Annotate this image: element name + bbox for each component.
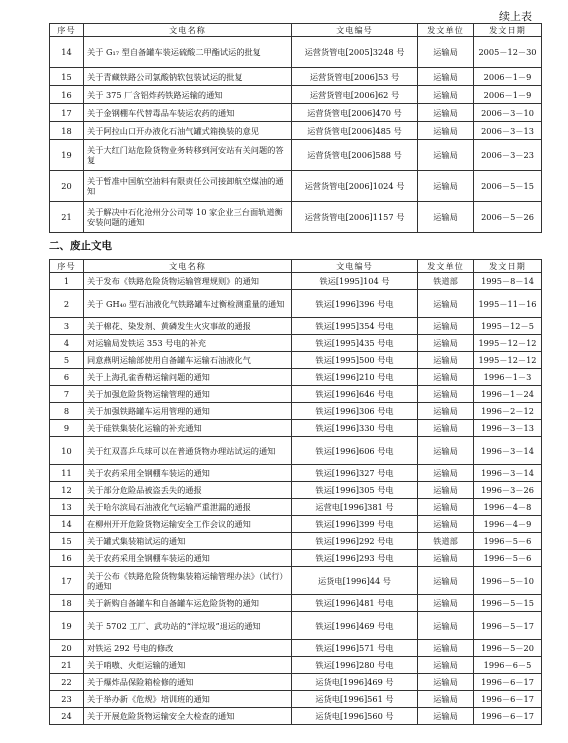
table-row <box>50 708 542 725</box>
cell-date: 1996－5－20 <box>474 640 542 657</box>
table-row <box>50 567 542 595</box>
cell-date: 1995－8－14 <box>474 273 542 290</box>
cell-number: 铁运[1996]210 号电 <box>292 369 418 386</box>
table-row <box>50 674 542 691</box>
cell-seq: 12 <box>50 482 84 499</box>
cell-title: 关于解决中石化沧州分公司等 10 家企业三台面轨道衡安装问题的通知 <box>84 202 292 233</box>
cell-title: 关于 G₁₇ 型自备罐车装运硫酸二甲酯试运的批复 <box>84 37 292 68</box>
cell-date: 2006－5－26 <box>474 202 542 233</box>
table-row <box>50 318 542 335</box>
cell-issuer: 运输局 <box>418 708 474 725</box>
table-row <box>50 640 542 657</box>
cell-date: 1996－3－14 <box>474 437 542 465</box>
cell-title: 关于暂准中国航空油料有限责任公司接卸航空煤油的通知 <box>84 171 292 202</box>
cell-issuer: 运输局 <box>418 403 474 420</box>
cell-seq: 20 <box>50 171 84 202</box>
header-seq: 序号 <box>50 24 84 37</box>
cell-seq: 20 <box>50 640 84 657</box>
cell-date: 1995－12－12 <box>474 335 542 352</box>
cell-issuer: 运输局 <box>418 202 474 233</box>
cell-title: 关于开展危险货物运输安全大检查的通知 <box>84 708 292 725</box>
cell-seq: 22 <box>50 674 84 691</box>
cell-seq: 6 <box>50 369 84 386</box>
cell-issuer: 运输局 <box>418 290 474 318</box>
cell-seq: 4 <box>50 335 84 352</box>
cell-number: 铁运[1996]399 号电 <box>292 516 418 533</box>
cell-title: 关于金钢棚车代替毒品车装运农药的通知 <box>84 104 292 122</box>
table-row <box>50 533 542 550</box>
header-title: 文电名称 <box>84 260 292 273</box>
cell-date: 2005－12－30 <box>474 37 542 68</box>
cell-issuer: 运输局 <box>418 318 474 335</box>
active-documents-table <box>49 23 542 233</box>
cell-seq: 18 <box>50 595 84 612</box>
cell-seq: 8 <box>50 403 84 420</box>
cell-number: 铁运[1996]293 号电 <box>292 550 418 567</box>
header-issuer: 发文单位 <box>418 24 474 37</box>
table-row <box>50 37 542 68</box>
table-header-row <box>50 260 542 273</box>
table-row <box>50 550 542 567</box>
table-row <box>50 403 542 420</box>
cell-title: 关于新购自备罐车和自备罐车运危险货物的通知 <box>84 595 292 612</box>
cell-date: 1996－4－9 <box>474 516 542 533</box>
cell-date: 1996－5－6 <box>474 533 542 550</box>
cell-title: 关于罐式集装箱试运的通知 <box>84 533 292 550</box>
cell-date: 1996－4－8 <box>474 499 542 516</box>
cell-title: 在柳州开开危险货物运输安全工作会议的通知 <box>84 516 292 533</box>
cell-issuer: 运输局 <box>418 499 474 516</box>
cell-issuer: 运输局 <box>418 691 474 708</box>
cell-number: 运营货管电[2006]1157 号 <box>292 202 418 233</box>
cell-issuer: 运输局 <box>418 567 474 595</box>
cell-seq: 23 <box>50 691 84 708</box>
cell-title: 关于发布《铁路危险货物运输管理规则》的通知 <box>84 273 292 290</box>
cell-date: 1996－1－24 <box>474 386 542 403</box>
cell-date: 1996－3－13 <box>474 420 542 437</box>
cell-seq: 13 <box>50 499 84 516</box>
cell-title: 关于加强铁路罐车运用管理的通知 <box>84 403 292 420</box>
cell-issuer: 运输局 <box>418 171 474 202</box>
header-date: 发文日期 <box>474 24 542 37</box>
cell-number: 运营货管电[2006]485 号 <box>292 122 418 140</box>
cell-number: 铁运[1996]306 号电 <box>292 403 418 420</box>
cell-number: 铁运[1996]330 号电 <box>292 420 418 437</box>
table-row <box>50 104 542 122</box>
cell-title: 同意燕明运输部使用自备罐车运输石油液化气 <box>84 352 292 369</box>
cell-seq: 21 <box>50 202 84 233</box>
table-row <box>50 420 542 437</box>
cell-date: 2006－3－23 <box>474 140 542 171</box>
cell-title: 关于爆炸品保险箱检修的通知 <box>84 674 292 691</box>
cell-issuer: 运输局 <box>418 386 474 403</box>
table-row <box>50 68 542 86</box>
cell-date: 2006－3－10 <box>474 104 542 122</box>
cell-issuer: 运输局 <box>418 657 474 674</box>
cell-issuer: 铁道部 <box>418 533 474 550</box>
table-row <box>50 691 542 708</box>
cell-number: 运营货管电[2006]470 号 <box>292 104 418 122</box>
cell-issuer: 运输局 <box>418 550 474 567</box>
cell-title: 关于上海孔雀香精运输问题的通知 <box>84 369 292 386</box>
table-row <box>50 122 542 140</box>
cell-title: 关于红双喜乒乓球可以在普通货物办理站试运的通知 <box>84 437 292 465</box>
cell-seq: 5 <box>50 352 84 369</box>
cell-title: 关于农药采用全钢棚车装运的通知 <box>84 550 292 567</box>
cell-number: 铁运[1996]646 号电 <box>292 386 418 403</box>
cell-seq: 1 <box>50 273 84 290</box>
cell-title: 关于 5702 工厂、武功站的“洋垃圾”退运的通知 <box>84 612 292 640</box>
cell-issuer: 运输局 <box>418 595 474 612</box>
cell-number: 铁运[1996]280 号电 <box>292 657 418 674</box>
cell-issuer: 运输局 <box>418 640 474 657</box>
table-row <box>50 202 542 233</box>
cell-date: 1996－1－3 <box>474 369 542 386</box>
table-row <box>50 516 542 533</box>
cell-date: 1996－6－5 <box>474 657 542 674</box>
cell-number: 运营货管电[2006]588 号 <box>292 140 418 171</box>
cell-title: 关于棉花、染发剂、黄磷发生火灾事故的通报 <box>84 318 292 335</box>
cell-title: 关于举办新《危规》培训班的通知 <box>84 691 292 708</box>
cell-date: 1996－5－10 <box>474 567 542 595</box>
section-title-repealed: 二、废止文电 <box>49 240 112 252</box>
cell-seq: 3 <box>50 318 84 335</box>
table-row <box>50 612 542 640</box>
table-row <box>50 657 542 674</box>
table-row <box>50 273 542 290</box>
cell-number: 运营货管电[2006]53 号 <box>292 68 418 86</box>
cell-number: 运货电[1996]561 号 <box>292 691 418 708</box>
table-row <box>50 499 542 516</box>
cell-date: 1996－5－15 <box>474 595 542 612</box>
cell-issuer: 运输局 <box>418 352 474 369</box>
cell-issuer: 运输局 <box>418 369 474 386</box>
continued-label: 续上表 <box>499 10 532 23</box>
cell-date: 1996－3－14 <box>474 465 542 482</box>
cell-seq: 17 <box>50 567 84 595</box>
cell-issuer: 运输局 <box>418 437 474 465</box>
table-row <box>50 86 542 104</box>
cell-issuer: 运输局 <box>418 68 474 86</box>
cell-issuer: 运输局 <box>418 465 474 482</box>
cell-seq: 10 <box>50 437 84 465</box>
cell-number: 铁运[1995]354 号电 <box>292 318 418 335</box>
cell-number: 铁运[1996]305 号电 <box>292 482 418 499</box>
table-row <box>50 140 542 171</box>
cell-issuer: 铁道部 <box>418 273 474 290</box>
cell-number: 铁运[1996]292 号电 <box>292 533 418 550</box>
cell-title: 关于 GH₄₀ 型石油液化气铁路罐车过衡检测重量的通知 <box>84 290 292 318</box>
cell-seq: 15 <box>50 68 84 86</box>
cell-number: 运货电[1996]560 号 <box>292 708 418 725</box>
cell-issuer: 运输局 <box>418 612 474 640</box>
cell-number: 铁运[1995]435 号电 <box>292 335 418 352</box>
cell-issuer: 运输局 <box>418 482 474 499</box>
table-header-row <box>50 24 542 37</box>
cell-date: 1996－5－17 <box>474 612 542 640</box>
table-row <box>50 369 542 386</box>
cell-seq: 14 <box>50 516 84 533</box>
cell-date: 2006－1－9 <box>474 68 542 86</box>
cell-title: 关于哈尔滨局石油液化气运输严重泄漏的通报 <box>84 499 292 516</box>
cell-seq: 21 <box>50 657 84 674</box>
cell-date: 1995－12－5 <box>474 318 542 335</box>
cell-title: 关于硅铁集装化运输的补充通知 <box>84 420 292 437</box>
cell-seq: 16 <box>50 550 84 567</box>
repealed-documents-table <box>49 259 542 725</box>
cell-title: 关于公布《铁路危险货物集装箱运输管理办法》（试行）的通知 <box>84 567 292 595</box>
cell-number: 铁运[1996]327 号电 <box>292 465 418 482</box>
cell-date: 2006－1－9 <box>474 86 542 104</box>
cell-number: 铁运[1995]500 号电 <box>292 352 418 369</box>
table-row <box>50 465 542 482</box>
cell-issuer: 运输局 <box>418 335 474 352</box>
cell-title: 关于部分危险品被盗丢失的通报 <box>84 482 292 499</box>
cell-seq: 16 <box>50 86 84 104</box>
cell-issuer: 运输局 <box>418 516 474 533</box>
cell-date: 1996－5－6 <box>474 550 542 567</box>
cell-seq: 9 <box>50 420 84 437</box>
cell-issuer: 运输局 <box>418 674 474 691</box>
header-title: 文电名称 <box>84 24 292 37</box>
cell-title: 关于大红门站危险货物业务转移到河安站有关问题的答复 <box>84 140 292 171</box>
cell-seq: 7 <box>50 386 84 403</box>
table-row <box>50 437 542 465</box>
cell-seq: 14 <box>50 37 84 68</box>
cell-issuer: 运输局 <box>418 104 474 122</box>
cell-number: 铁运[1996]571 号电 <box>292 640 418 657</box>
header-number: 文电编号 <box>292 260 418 273</box>
cell-date: 2006－3－13 <box>474 122 542 140</box>
header-seq: 序号 <box>50 260 84 273</box>
cell-date: 1996－6－17 <box>474 708 542 725</box>
cell-title: 对铁运 292 号电的修改 <box>84 640 292 657</box>
cell-number: 运营货管电[2005]3248 号 <box>292 37 418 68</box>
cell-title: 关于青藏铁路公司氯酸钠软包装试运的批复 <box>84 68 292 86</box>
cell-number: 铁运[1996]396 号电 <box>292 290 418 318</box>
cell-number: 铁运[1995]104 号 <box>292 273 418 290</box>
cell-number: 运货电[1996]469 号 <box>292 674 418 691</box>
header-number: 文电编号 <box>292 24 418 37</box>
cell-seq: 19 <box>50 140 84 171</box>
cell-title: 对运输局发铁运 353 号电的补充 <box>84 335 292 352</box>
cell-date: 1996－6－17 <box>474 691 542 708</box>
cell-number: 运营电[1996]381 号 <box>292 499 418 516</box>
cell-number: 铁运[1996]606 号电 <box>292 437 418 465</box>
cell-seq: 17 <box>50 104 84 122</box>
cell-number: 铁运[1996]469 号电 <box>292 612 418 640</box>
cell-seq: 15 <box>50 533 84 550</box>
cell-seq: 24 <box>50 708 84 725</box>
header-date: 发文日期 <box>474 260 542 273</box>
cell-issuer: 运输局 <box>418 420 474 437</box>
cell-issuer: 运输局 <box>418 37 474 68</box>
header-issuer: 发文单位 <box>418 260 474 273</box>
cell-seq: 18 <box>50 122 84 140</box>
cell-date: 1996－2－12 <box>474 403 542 420</box>
table-row <box>50 335 542 352</box>
cell-number: 运营货管电[2006]62 号 <box>292 86 418 104</box>
cell-title: 关于农药采用全钢棚车装运的通知 <box>84 465 292 482</box>
cell-date: 1996－3－26 <box>474 482 542 499</box>
table-row <box>50 595 542 612</box>
cell-number: 运货电[1996]44 号 <box>292 567 418 595</box>
cell-title: 关于阿拉山口开办液化石油气罐式箱换装的意见 <box>84 122 292 140</box>
table-row <box>50 386 542 403</box>
cell-title: 关于 375 厂含铝炸药铁路运输的通知 <box>84 86 292 104</box>
cell-title: 关于加强危险货物运输管理的通知 <box>84 386 292 403</box>
table-row <box>50 482 542 499</box>
cell-date: 1996－6－17 <box>474 674 542 691</box>
cell-seq: 2 <box>50 290 84 318</box>
cell-date: 1995－11－16 <box>474 290 542 318</box>
cell-date: 2006－5－15 <box>474 171 542 202</box>
table-row <box>50 171 542 202</box>
cell-issuer: 运输局 <box>418 122 474 140</box>
cell-title: 关于哨嗷、火炬运输的通知 <box>84 657 292 674</box>
cell-issuer: 运输局 <box>418 86 474 104</box>
cell-date: 1995－12－12 <box>474 352 542 369</box>
cell-number: 铁运[1996]481 号电 <box>292 595 418 612</box>
cell-seq: 19 <box>50 612 84 640</box>
cell-seq: 11 <box>50 465 84 482</box>
cell-number: 运营货管电[2006]1024 号 <box>292 171 418 202</box>
table-row <box>50 352 542 369</box>
cell-issuer: 运输局 <box>418 140 474 171</box>
table-row <box>50 290 542 318</box>
